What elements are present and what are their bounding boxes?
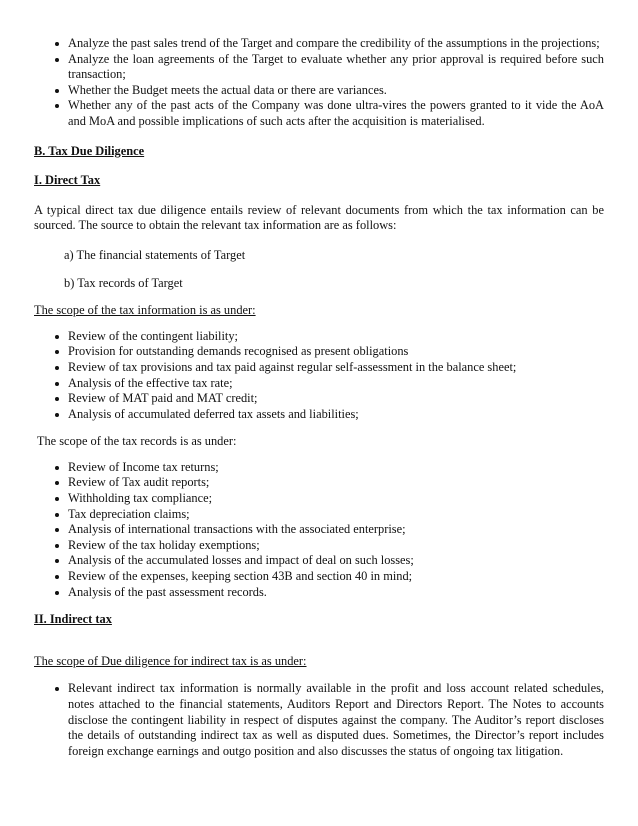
list-item: Review of the tax holiday exemptions;	[34, 538, 604, 554]
list-item: Analysis of the past assessment records.	[34, 585, 604, 601]
scope-info-list	[34, 329, 604, 423]
section-heading-tax-due-diligence: B. Tax Due Diligence	[34, 143, 145, 158]
scope-records-label: The scope of the tax records is as under:	[34, 434, 237, 449]
document-page	[34, 36, 604, 759]
list-item: Analyze the past sales trend of the Target and compare the credibility of the assumptions in the projections;	[34, 36, 604, 52]
list-item: Withholding tax compliance;	[34, 491, 604, 507]
source-item-b: b) Tax records of Target	[64, 275, 183, 290]
list-item: Review of the contingent liability;	[34, 329, 604, 345]
list-item: Analysis of the effective tax rate;	[34, 376, 604, 392]
list-item: Review of Tax audit reports;	[34, 475, 604, 491]
list-item: Review of MAT paid and MAT credit;	[34, 391, 604, 407]
list-item: Analysis of international transactions with the associated enterprise;	[34, 522, 604, 538]
scope-records-list	[34, 460, 604, 600]
section-heading-direct-tax: I. Direct Tax	[34, 173, 101, 188]
section-heading-indirect-tax: II. Indirect tax	[34, 612, 112, 627]
list-item: Whether the Budget meets the actual data or there are variances.	[34, 83, 604, 99]
list-item: Analyze the loan agreements of the Target to evaluate whether any prior approval is required before such transaction;	[34, 52, 604, 83]
list-item: Analysis of the accumulated losses and impact of deal on such losses;	[34, 553, 604, 569]
list-item: Tax depreciation claims;	[34, 507, 604, 523]
list-item: Provision for outstanding demands recognised as present obligations	[34, 344, 604, 360]
list-item: Whether any of the past acts of the Company was done ultra-vires the powers granted to it vide the AoA and MoA and possible implications of such acts after the acquisition is materialised.	[34, 98, 604, 129]
top-bullet-list	[34, 36, 604, 130]
indirect-scope-list	[34, 681, 604, 759]
scope-info-label: The scope of the tax information is as under:	[34, 303, 256, 318]
source-item-a: a) The financial statements of Target	[64, 247, 246, 262]
list-item: Relevant indirect tax information is normally available in the profit and loss account related schedules, notes attached to the financial statements, Auditors Report and Directors Report. The Notes to accounts disclose the contingent liability in respect of disputes against the company. The Auditor’s report discloses the details of outstanding indirect tax as well as disputed dues. Sometimes, the Director’s report includes foreign exchange earnings and outgo position and also discusses the status of ongoing tax litigation.	[34, 681, 604, 759]
list-item: Review of Income tax returns;	[34, 460, 604, 476]
list-item: Review of tax provisions and tax paid against regular self-assessment in the balance sheet;	[34, 360, 604, 376]
direct-tax-intro: A typical direct tax due diligence entails review of relevant documents from which the tax information can be sourced. The source to obtain the relevant tax information are as follows:	[34, 202, 604, 233]
indirect-scope-label: The scope of Due diligence for indirect tax is as under:	[34, 653, 307, 668]
list-item: Analysis of accumulated deferred tax assets and liabilities;	[34, 407, 604, 423]
list-item: Review of the expenses, keeping section 43B and section 40 in mind;	[34, 569, 604, 585]
